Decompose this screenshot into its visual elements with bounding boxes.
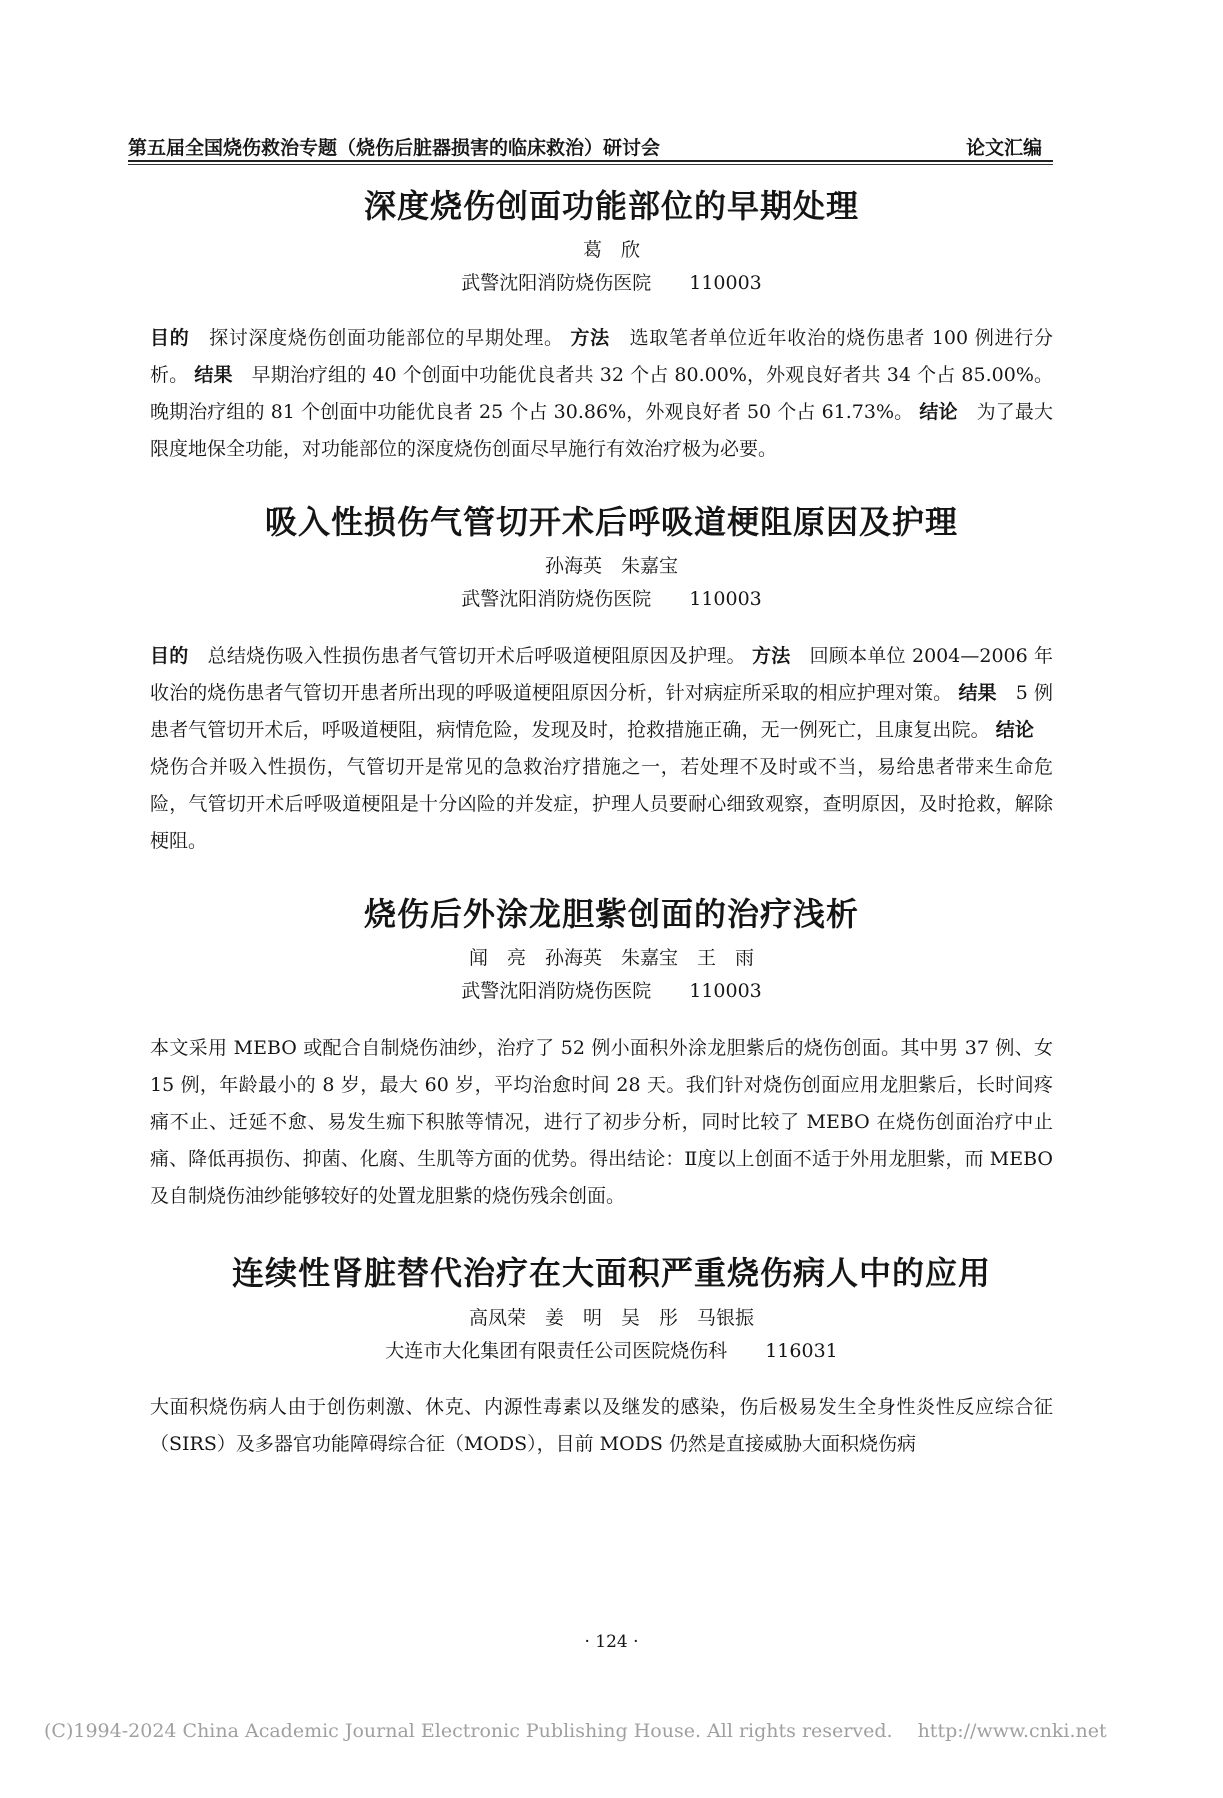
article-authors: 高凤荣 姜 明 吴 彤 马银振 [468,1307,754,1329]
header-rule-thin [128,164,1053,165]
article-title: 吸入性损伤气管切开术后呼吸道梗阻原因及护理 [264,503,958,541]
article-affiliation: 武警沈阳消防烧伤医院 110003 [461,980,762,1002]
article-title: 深度烧伤创面功能部位的早期处理 [363,187,859,225]
article-authors: 闻 亮 孙海英 朱嘉宝 王 雨 [468,947,754,969]
article-affiliation: 大连市大化集团有限责任公司医院烧伤科 116031 [385,1340,838,1362]
article-affiliation: 武警沈阳消防烧伤医院 110003 [461,272,762,294]
label-objective: 目的 [150,645,189,667]
article-abstract: 目的 总结烧伤吸入性损伤患者气管切开术后呼吸道梗阻原因及护理。 方法 回顾本单位 2004—2006 年收治的烧伤患者气管切开患者所出现的呼吸道梗阻原因分析，针对病症所采取的相应护理对策。 结果 5 例患者气管切开术后，呼吸道梗阻，病情危险，发现及时，抢救措施正确，无一例死亡，且康复出院。 结论 烧伤合并吸入性损伤，气管切开是常见的急救治疗措施之一，若处理不及时或不当，易给患者带来生命危险，气管切开术后呼吸道梗阻是十分凶险的并发症，护理人员要耐心细致观察，查明原因，及时抢救，解除梗阻。 [150,645,1053,852]
copyright-footer: (C)1994-2024 China Academic Journal Electronic Publishing House. All rights reserved. http://www.cnki.net [44,1720,1107,1742]
article-abstract: 大面积烧伤病人由于创伤刺激、休克、内源性毒素以及继发的感染，伤后极易发生全身性炎性反应综合征（SIRS）及多器官功能障碍综合征（MODS），目前 MODS 仍然是直接威胁大面积烧伤病 [150,1396,1053,1455]
article-affiliation: 武警沈阳消防烧伤医院 110003 [461,588,762,610]
label-result: 结果 [958,682,997,704]
article-authors: 孙海英 朱嘉宝 [544,555,678,577]
header-compilation: 论文汇编 [965,137,1042,159]
article-abstract: 目的 探讨深度烧伤创面功能部位的早期处理。 方法 选取笔者单位近年收治的烧伤患者 100 例进行分析。 结果 早期治疗组的 40 个创面中功能优良者共 32 个占 80.00%，外观良好者共 34 个占 85.00%。晚期治疗组的 81 个创面中功能优良者 25 个占 30.86%，外观良好者 50 个占 61.73%。 结论 为了最大限度地保全功能，对功能部位的深度烧伤创面尽早施行有效治疗极为必要。 [150,327,1053,460]
label-conclusion: 结论 [995,719,1034,741]
header-rule [128,160,1053,162]
article-abstract: 本文采用 MEBO 或配合自制烧伤油纱，治疗了 52 例小面积外涂龙胆紫后的烧伤创面。其中男 37 例、女 15 例，年龄最小的 8 岁，最大 60 岁，平均治愈时间 28 天。我们针对烧伤创面应用龙胆紫后，长时间疼痛不止、迁延不愈、易发生痂下积脓等情况，进行了初步分析，同时比较了 MEBO 在烧伤创面治疗中止痛、降低再损伤、抑菌、化腐、生肌等方面的优势。得出结论：Ⅱ度以上创面不适于外用龙胆紫，而 MEBO 及自制烧伤油纱能够较好的处置龙胆紫的烧伤残余创面。 [150,1037,1053,1207]
header-conference: 第五届全国烧伤救治专题（烧伤后脏器损害的临床救治）研讨会 [128,137,661,159]
article-title: 连续性肾脏替代治疗在大面积严重烧伤病人中的应用 [231,1254,991,1292]
label-objective: 目的 [150,327,190,349]
label-method: 方法 [570,327,610,349]
article-title: 烧伤后外涂龙胆紫创面的治疗浅析 [363,895,859,933]
label-result: 结果 [194,364,233,386]
article-authors: 葛 欣 [582,239,640,261]
label-method: 方法 [752,645,791,667]
page-number: · 124 · [584,1632,639,1652]
label-conclusion: 结论 [919,401,958,423]
